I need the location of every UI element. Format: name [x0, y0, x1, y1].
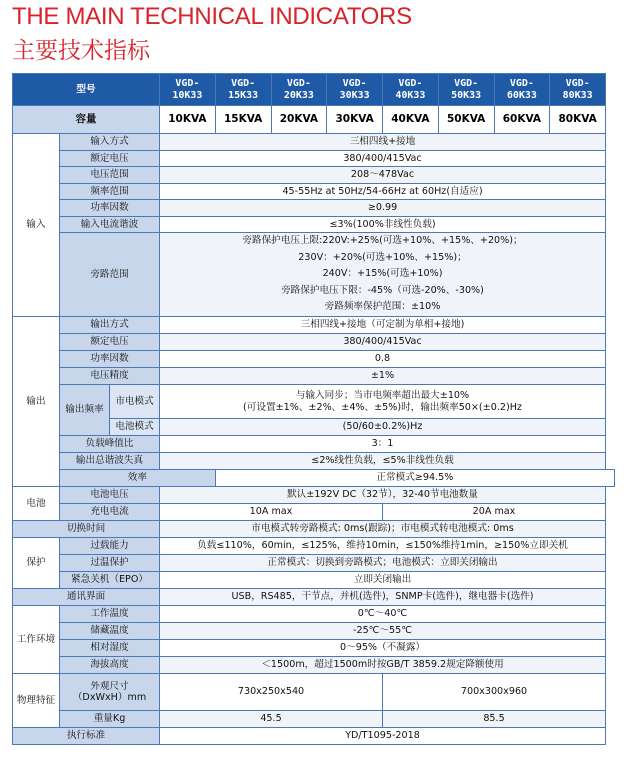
model-label: 型号 — [13, 74, 160, 106]
row-value: 三相四线+接地 — [160, 134, 606, 151]
table-row — [13, 728, 615, 745]
row-value: 208～478Vac — [160, 167, 606, 184]
table-row — [13, 150, 615, 167]
environment-group-label: 工作环境 — [13, 606, 60, 674]
table-row — [13, 623, 615, 640]
physical-group-label: 物理特征 — [13, 674, 60, 728]
row-label: 输入电流谐波 — [60, 216, 160, 233]
row-value: 0.8 — [160, 351, 606, 368]
table-row — [13, 233, 615, 317]
table-row — [13, 334, 615, 351]
table-row — [13, 572, 615, 589]
bypass-range-label: 旁路范围 — [60, 233, 160, 317]
table-row — [13, 589, 615, 606]
weight-value-a: 45.5 — [160, 711, 383, 728]
capacity-label: 容量 — [13, 106, 160, 134]
battery-mode-value: (50/60±0.2%)Hz — [160, 419, 606, 436]
row-value: 45-55Hz at 50Hz/54-66Hz at 60Hz(自适应) — [160, 183, 606, 200]
capacity-cell: 80KVA — [550, 106, 606, 134]
row-value: 正常模式≥94.5% — [215, 470, 614, 487]
dimensions-value-b: 700x300x960 — [383, 674, 606, 711]
table-row — [13, 521, 615, 538]
row-value: 市电模式转旁路模式: 0ms(跟踪)；市电模式转电池模式: 0ms — [160, 521, 606, 538]
row-label: 过载能力 — [60, 538, 160, 555]
row-label: 通讯界面 — [13, 589, 160, 606]
row-value: 380/400/415Vac — [160, 334, 606, 351]
table-row — [13, 504, 615, 521]
bypass-range-value: 旁路保护电压上限:220V:+25%(可选+10%、+15%、+20%)； 230V：+20%(可选+10%、+15%)； 240V：+15%(可选+10%) 旁路保护电压下限：-45%（可选-20%、-30%) 旁路频率保护范围：±10% — [160, 233, 606, 317]
table-row — [13, 487, 615, 504]
row-label: 电压范围 — [60, 167, 160, 184]
table-row — [13, 657, 615, 674]
table-row — [13, 317, 615, 334]
capacity-cell: 30KVA — [327, 106, 383, 134]
row-label: 紧急关机（EPO） — [60, 572, 160, 589]
row-value: 0～95%（不凝露） — [160, 640, 606, 657]
model-cell: VGD- 15K33 — [215, 74, 271, 106]
row-label: 额定电压 — [60, 150, 160, 167]
spec-table — [12, 73, 615, 745]
row-value: 立即关闭输出 — [160, 572, 606, 589]
row-label: 海拔高度 — [60, 657, 160, 674]
capacity-cell: 15KVA — [215, 106, 271, 134]
capacity-cell: 10KVA — [160, 106, 216, 134]
row-value: ≥0.99 — [160, 200, 606, 217]
table-row — [13, 470, 615, 487]
row-label: 功率因数 — [60, 200, 160, 217]
model-cell: VGD- 10K33 — [160, 74, 216, 106]
table-row — [13, 538, 615, 555]
row-value: 三相四线+接地（可定制为单相+接地) — [160, 317, 606, 334]
output-frequency-label: 输出频率 — [60, 385, 110, 436]
protection-group-label: 保护 — [13, 538, 60, 589]
table-row — [13, 640, 615, 657]
row-value: -25℃～55℃ — [160, 623, 606, 640]
output-group-label: 输出 — [13, 317, 60, 487]
row-label: 执行标准 — [13, 728, 160, 745]
row-label: 相对湿度 — [60, 640, 160, 657]
row-label: 输入方式 — [60, 134, 160, 151]
capacity-cell: 60KVA — [494, 106, 550, 134]
table-row — [13, 436, 615, 453]
row-label: 输出方式 — [60, 317, 160, 334]
input-group-label: 输入 — [13, 134, 60, 317]
row-label: 切换时间 — [13, 521, 160, 538]
dimensions-value-a: 730x250x540 — [160, 674, 383, 711]
battery-mode-label: 电池模式 — [110, 419, 160, 436]
row-value: ≤3%(100%非线性负载) — [160, 216, 606, 233]
row-value: 380/400/415Vac — [160, 150, 606, 167]
table-row — [13, 351, 615, 368]
row-label: 额定电压 — [60, 334, 160, 351]
table-row — [13, 368, 615, 385]
table-row — [13, 711, 615, 728]
mains-mode-value: 与输入同步；当市电频率超出最大±10% (可设置±1%、±2%、±4%、±5%)时，输出频率50×(±0.2)Hz — [160, 385, 606, 419]
row-value: 3：1 — [160, 436, 606, 453]
model-cell: VGD- 60K33 — [494, 74, 550, 106]
row-label: 电池电压 — [60, 487, 160, 504]
table-row — [13, 167, 615, 184]
model-cell: VGD- 40K33 — [383, 74, 439, 106]
row-label: 负载峰值比 — [60, 436, 160, 453]
page-title-chinese: 主要技术指标 — [12, 38, 150, 64]
row-value: ±1% — [160, 368, 606, 385]
table-row — [13, 183, 615, 200]
row-value: ≤2%线性负载，≤5%非线性负载 — [160, 453, 606, 470]
row-label: 充电电流 — [60, 504, 160, 521]
table-row — [13, 216, 615, 233]
row-value: 0℃～40℃ — [160, 606, 606, 623]
row-value: 正常模式：切换到旁路模式；电池模式：立即关闭输出 — [160, 555, 606, 572]
row-value: YD/T1095-2018 — [160, 728, 606, 745]
page-title-english: THE MAIN TECHNICAL INDICATORS — [12, 3, 412, 30]
weight-value-b: 85.5 — [383, 711, 606, 728]
table-row — [13, 453, 615, 470]
battery-group-label: 电池 — [13, 487, 60, 521]
model-header-row — [13, 74, 615, 106]
row-label: 过温保护 — [60, 555, 160, 572]
capacity-cell: 20KVA — [271, 106, 327, 134]
weight-label: 重量Kg — [60, 711, 160, 728]
row-label: 输出总谐波失真 — [60, 453, 160, 470]
capacity-cell: 40KVA — [383, 106, 439, 134]
capacity-cell: 50KVA — [438, 106, 494, 134]
model-cell: VGD- 50K33 — [438, 74, 494, 106]
model-cell: VGD- 80K33 — [550, 74, 606, 106]
table-row — [13, 385, 615, 419]
row-value: ＜1500m，超过1500m时按GB/T 3859.2规定降额使用 — [160, 657, 606, 674]
row-value: 20A max — [383, 504, 606, 521]
capacity-row — [13, 106, 615, 134]
row-label: 工作温度 — [60, 606, 160, 623]
table-row — [13, 606, 615, 623]
row-label: 效率 — [60, 470, 216, 487]
table-row — [13, 555, 615, 572]
row-label: 电压精度 — [60, 368, 160, 385]
row-value: 默认±192V DC（32节），32-40节电池数量 — [160, 487, 606, 504]
row-value: 10A max — [160, 504, 383, 521]
row-label: 储藏温度 — [60, 623, 160, 640]
row-label: 频率范围 — [60, 183, 160, 200]
dimensions-label: 外观尺寸 （DxWxH）mm — [60, 674, 160, 711]
row-value: USB，RS485，干节点，并机(选件)，SNMP卡(选件)，继电器卡(选件) — [160, 589, 606, 606]
mains-mode-label: 市电模式 — [110, 385, 160, 419]
model-cell: VGD- 30K33 — [327, 74, 383, 106]
table-row — [13, 134, 615, 151]
model-cell: VGD- 20K33 — [271, 74, 327, 106]
table-row — [13, 200, 615, 217]
row-value: 负载≤110%，60min，≤125%，维持10min，≤150%维持1min，≥150%立即关机 — [160, 538, 606, 555]
row-label: 功率因数 — [60, 351, 160, 368]
table-row — [13, 674, 615, 711]
